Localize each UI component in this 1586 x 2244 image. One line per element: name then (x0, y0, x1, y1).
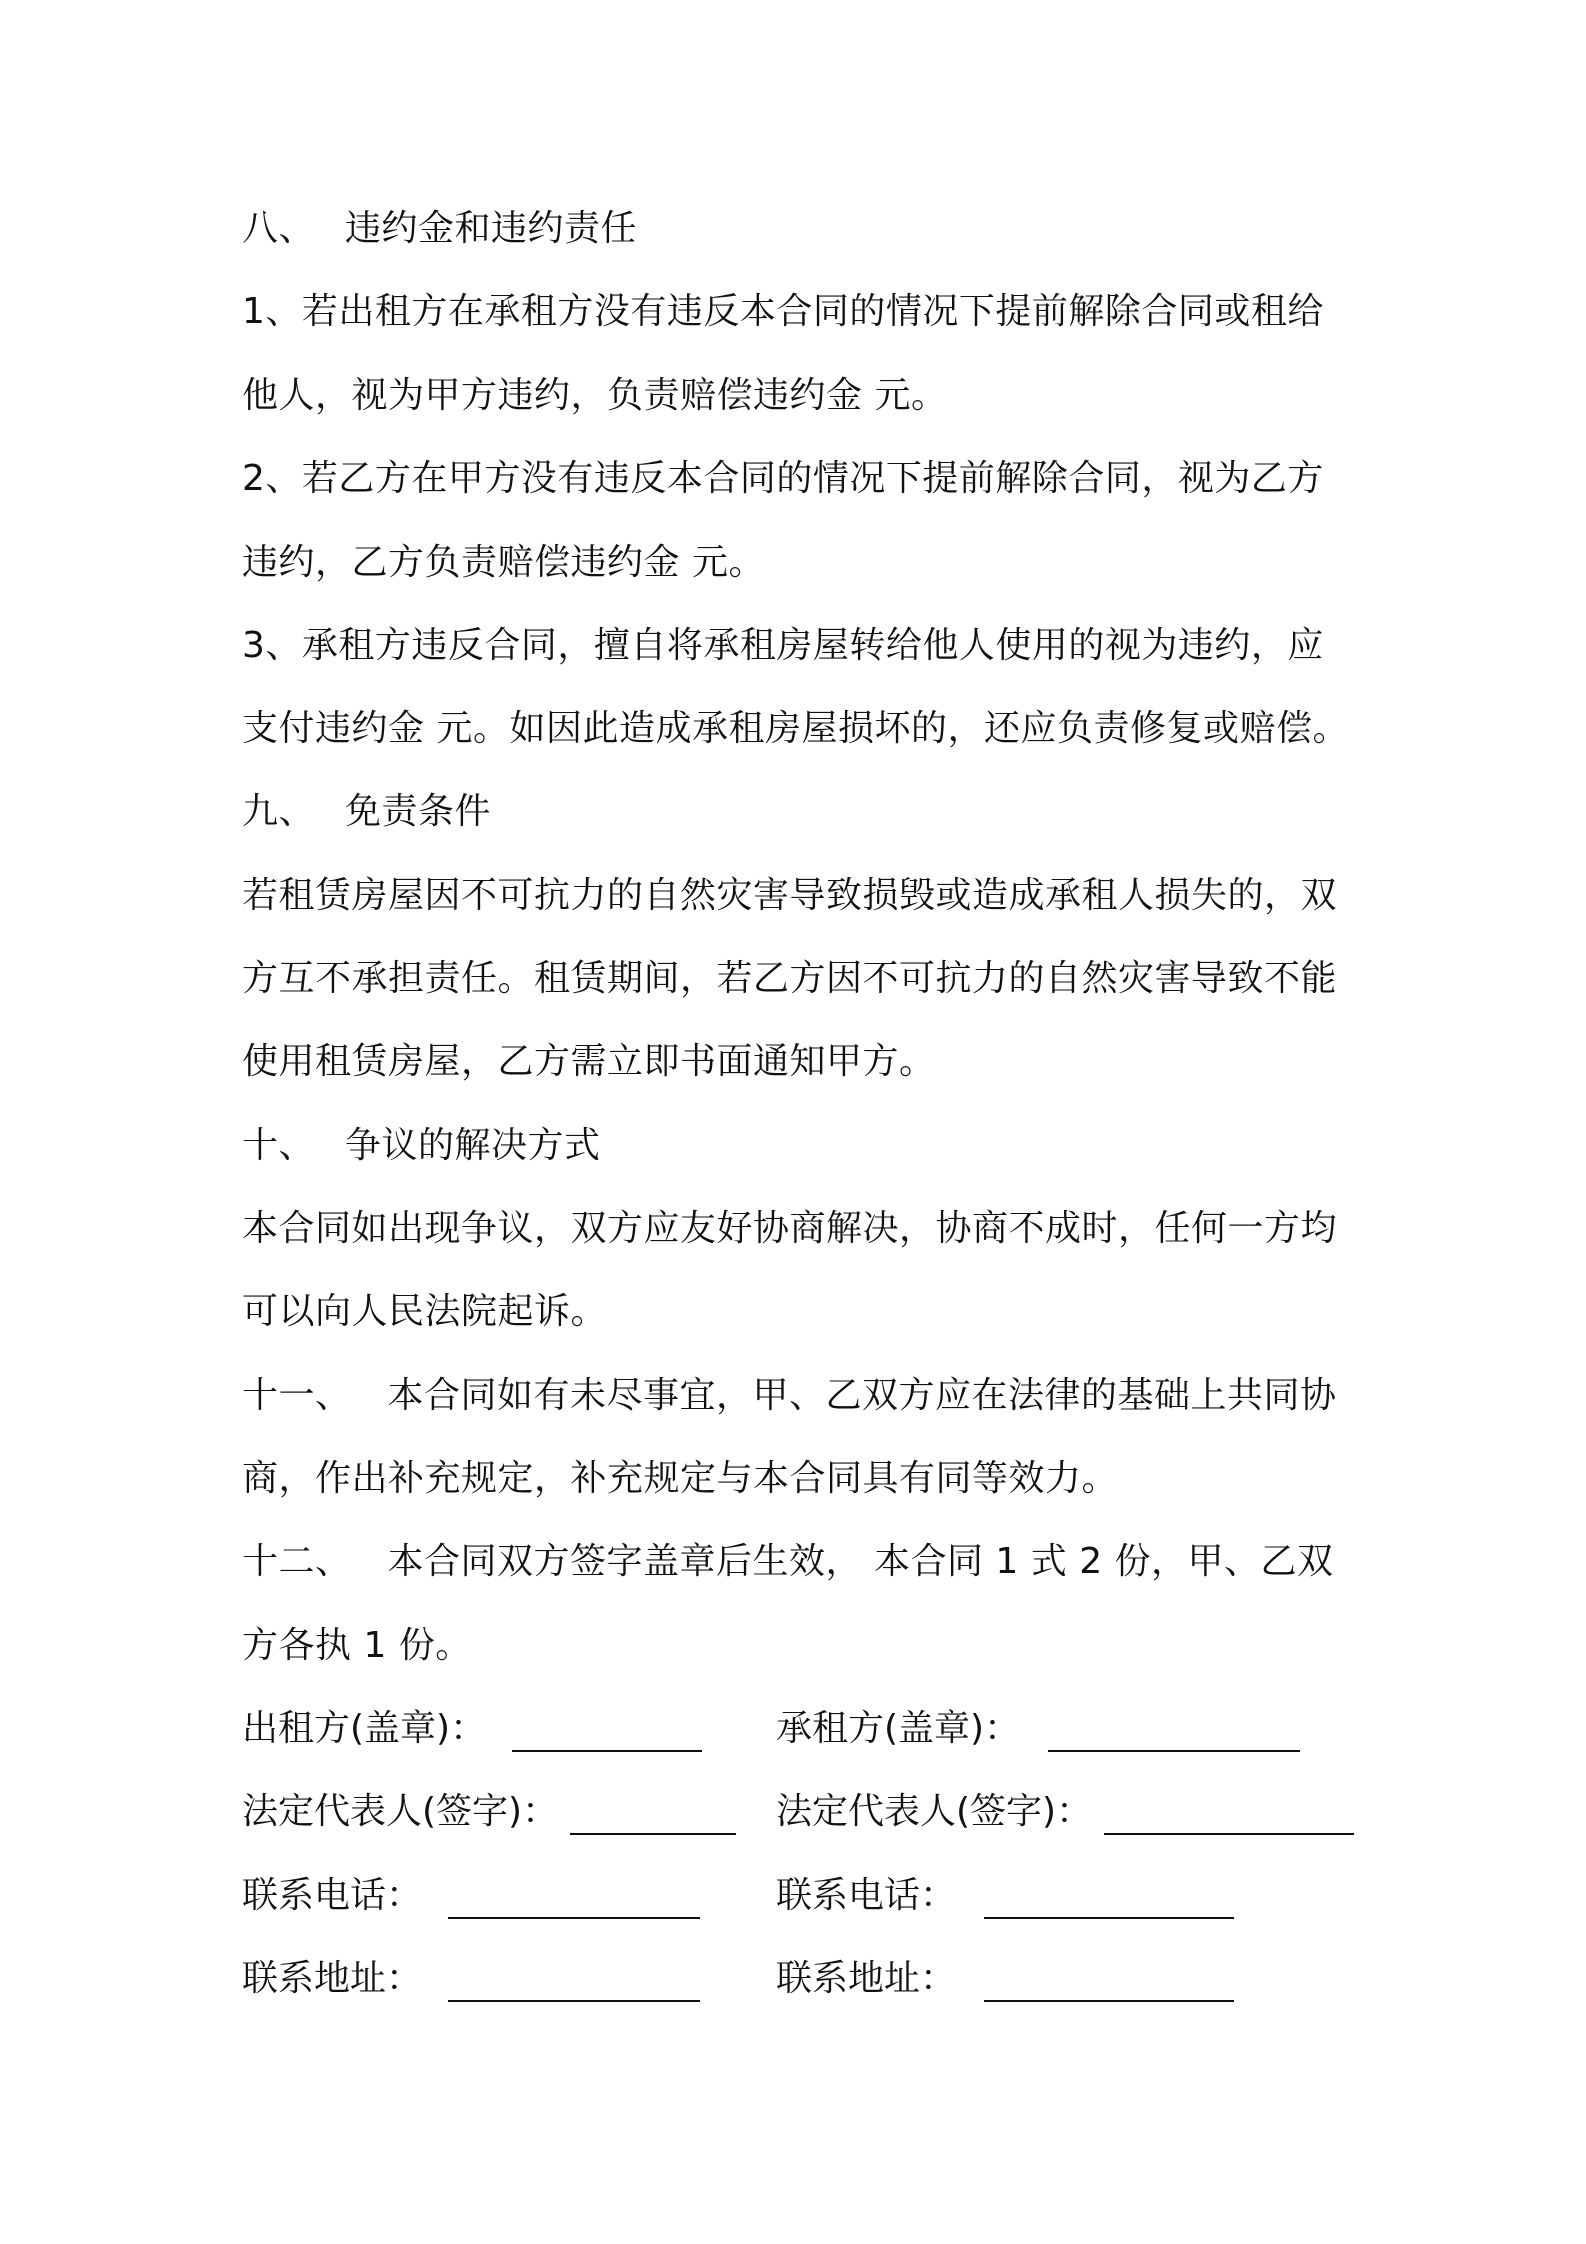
section-8-item-3-line-1: 3、承租方违反合同，擅自将承租房屋转给他人使用的视为违约，应 (242, 625, 1324, 666)
lessee-rep-row (776, 1790, 1092, 1834)
section-12-line-2: 方各执 1 份。 (242, 1625, 472, 1666)
lessor-rep-label: 法定代表人(签字)： (242, 1791, 559, 1832)
section-12-number: 十二、 (242, 1541, 352, 1582)
lessee-phone-blank[interactable] (984, 1883, 1234, 1919)
section-8-item-2-line-2: 违约，乙方负责赔偿违约金 元。 (242, 542, 765, 583)
lessee-seal-blank[interactable] (1048, 1716, 1300, 1752)
section-9-heading (242, 790, 491, 834)
lessor-phone-blank[interactable] (448, 1883, 700, 1919)
lessor-address-row (242, 1957, 422, 2001)
lessor-seal-label: 出租方(盖章)： (242, 1708, 487, 1749)
lessor-address-blank[interactable] (448, 1966, 700, 2002)
section-8-heading (242, 207, 637, 251)
section-11-number: 十一、 (242, 1375, 352, 1416)
section-10-title: 争议的解决方式 (345, 1125, 601, 1166)
section-10-line-1: 本合同如出现争议，双方应友好协商解决，协商不成时，任何一方均 (242, 1208, 1338, 1249)
lessee-rep-blank[interactable] (1104, 1799, 1354, 1835)
lessor-rep-blank[interactable] (570, 1799, 736, 1835)
section-9-line-2: 方互不承担责任。租赁期间，若乙方因不可抗力的自然灾害导致不能 (242, 958, 1338, 999)
section-11-text: 本合同如有未尽事宜，甲、乙双方应在法律的基础上共同协 (387, 1375, 1337, 1416)
lessor-address-label: 联系地址： (242, 1958, 423, 1999)
section-9-line-1: 若租赁房屋因不可抗力的自然灾害导致损毁或造成承租人损失的，双 (242, 875, 1338, 916)
section-8-title: 违约金和违约责任 (345, 208, 638, 249)
section-12-text: 本合同双方签字盖章后生效， 本合同 1 式 2 份，甲、乙双 (387, 1541, 1334, 1582)
lessee-seal-label: 承租方(盖章)： (776, 1708, 1021, 1749)
lessee-seal-row (776, 1707, 1020, 1751)
lessee-phone-row (776, 1874, 956, 1918)
lessee-rep-label: 法定代表人(签字)： (776, 1791, 1093, 1832)
lessee-phone-label: 联系电话： (776, 1875, 957, 1916)
lessor-seal-row (242, 1707, 486, 1751)
section-10-line-2: 可以向人民法院起诉。 (242, 1291, 608, 1332)
section-10-heading (242, 1124, 601, 1168)
section-12-line-1 (242, 1540, 1334, 1584)
section-8-item-3-line-2: 支付违约金 元。如因此造成承租房屋损坏的，还应负责修复或赔偿。 (242, 708, 1349, 749)
lessee-address-blank[interactable] (984, 1966, 1234, 2002)
section-8-number: 八、 (242, 208, 316, 249)
section-9-line-3: 使用租赁房屋，乙方需立即书面通知甲方。 (242, 1041, 936, 1082)
lessor-phone-label: 联系电话： (242, 1875, 423, 1916)
section-9-number: 九、 (242, 791, 316, 832)
section-10-number: 十、 (242, 1125, 316, 1166)
section-8-item-2-line-1: 2、若乙方在甲方没有违反本合同的情况下提前解除合同，视为乙方 (242, 458, 1324, 499)
lessor-phone-row (242, 1874, 422, 1918)
section-8-item-1-line-2: 他人，视为甲方违约，负责赔偿违约金 元。 (242, 375, 948, 416)
section-11-line-2: 商，作出补充规定，补充规定与本合同具有同等效力。 (242, 1458, 1119, 1499)
lessee-address-label: 联系地址： (776, 1958, 957, 1999)
lessee-address-row (776, 1957, 956, 2001)
section-8-item-1-line-1: 1、若出租方在承租方没有违反本合同的情况下提前解除合同或租给 (242, 291, 1324, 332)
lessor-seal-blank[interactable] (512, 1716, 702, 1752)
section-11-line-1 (242, 1374, 1337, 1418)
section-9-title: 免责条件 (345, 791, 492, 832)
lessor-rep-row (242, 1790, 558, 1834)
